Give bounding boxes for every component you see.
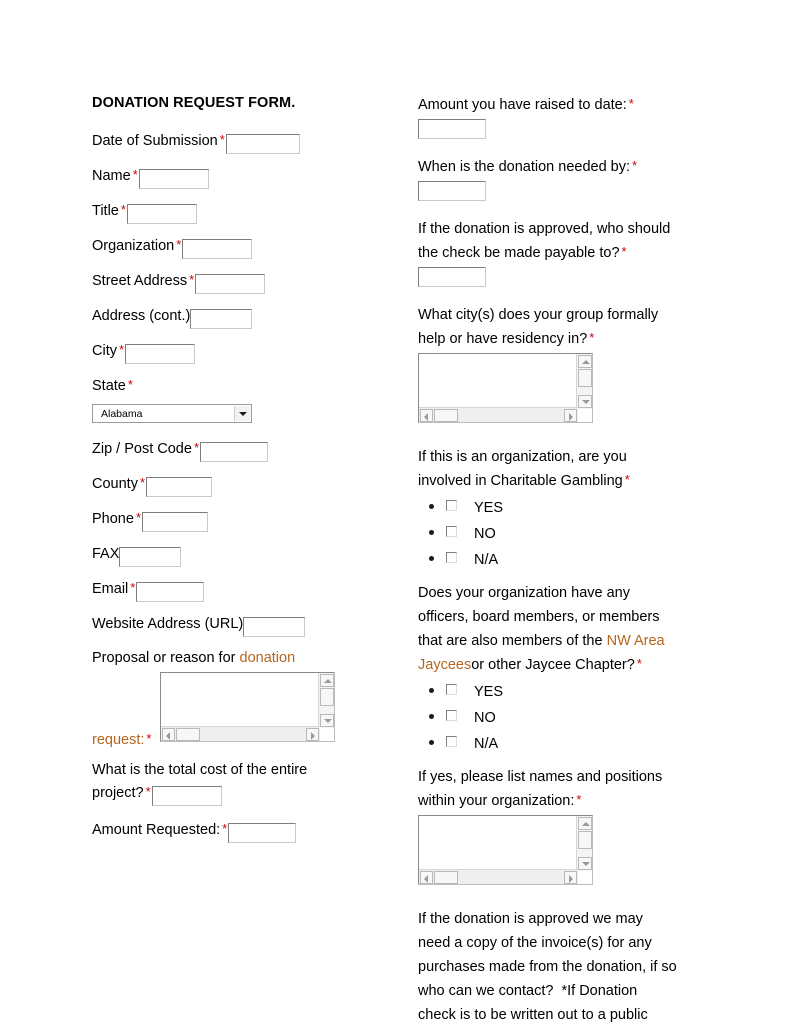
list-item (446, 547, 710, 573)
label-fax: FAX (92, 545, 120, 562)
label-name: Name (92, 168, 131, 185)
vertical-scrollbar[interactable] (576, 816, 592, 871)
label-state: State (92, 378, 126, 395)
jaycee-question-line2: officers, board members, or members (418, 609, 660, 625)
scroll-left-icon[interactable] (420, 871, 433, 884)
bullet-icon (429, 504, 434, 509)
jaycee-question-line1: Does your organization have any (418, 585, 630, 601)
horizontal-scroll-thumb[interactable] (434, 409, 458, 422)
scroll-up-icon[interactable] (320, 674, 334, 687)
scroll-down-icon[interactable] (578, 395, 592, 408)
jaycee-question-line4: Jayceesor other Jaycee Chapter? * (418, 656, 642, 673)
website-url-input[interactable] (243, 617, 305, 637)
list-names-line2: within your organization: * (418, 792, 582, 809)
bullet-icon (429, 688, 434, 693)
needed-by-label: When is the donation needed by: * (418, 158, 638, 175)
label-email: Email (92, 580, 129, 597)
horizontal-scrollbar[interactable] (419, 407, 578, 422)
gambling-option-label: YES (474, 500, 504, 516)
gambling-checkbox-yes[interactable] (446, 500, 457, 511)
list-item (446, 731, 710, 757)
page-title: DONATION REQUEST FORM. (92, 95, 296, 111)
horizontal-scrollbar[interactable] (161, 726, 320, 741)
required-marker: * (118, 342, 125, 358)
street-address-input[interactable] (195, 274, 265, 294)
bullet-icon (429, 714, 434, 719)
date-of-submission-input[interactable] (226, 134, 300, 154)
required-marker: * (132, 167, 138, 183)
jaycee-option-label: N/A (474, 736, 499, 752)
jaycee-checkbox-na[interactable] (446, 736, 457, 747)
organization-input[interactable] (182, 239, 252, 259)
horizontal-scroll-thumb[interactable] (176, 728, 200, 741)
amount-requested-input[interactable] (228, 823, 296, 843)
needed-by-input[interactable] (418, 181, 486, 201)
zip-post-code-input[interactable] (200, 442, 268, 462)
chevron-down-icon (239, 412, 247, 416)
label-county: County (92, 475, 138, 492)
payable-to-input[interactable] (418, 267, 486, 287)
label-website-url: Website Address (URL) (92, 615, 244, 632)
required-marker: * (219, 132, 225, 148)
state-select-button[interactable] (234, 406, 250, 421)
required-marker: * (135, 509, 141, 525)
field-total-cost (92, 784, 382, 806)
required-marker: * (120, 202, 126, 218)
scroll-down-icon[interactable] (320, 714, 334, 727)
list-names-line1: If yes, please list names and positions (418, 769, 663, 785)
gambling-option-label: NO (474, 526, 496, 542)
list-item (446, 679, 710, 705)
field-title (92, 202, 382, 224)
required-marker: * (176, 237, 182, 253)
vertical-scrollbar[interactable] (576, 354, 592, 409)
proposal-textarea-row (92, 672, 382, 750)
scroll-down-icon[interactable] (578, 857, 592, 870)
required-marker: * (576, 792, 582, 807)
vertical-scrollbar[interactable] (318, 673, 334, 728)
total-cost-question-line1: What is the total cost of the entire (92, 761, 308, 778)
list-item (446, 705, 710, 731)
label-title: Title (92, 203, 119, 220)
gambling-checkbox-no[interactable] (446, 526, 457, 537)
proposal-textarea[interactable] (160, 672, 335, 742)
amount-raised-input[interactable] (418, 119, 486, 139)
required-marker: * (146, 730, 152, 746)
gambling-question-line1: If this is an organization, are you (418, 449, 627, 465)
label-phone: Phone (92, 510, 134, 527)
bullet-icon (429, 530, 434, 535)
field-website-url (92, 615, 382, 637)
field-zip-post-code (92, 440, 382, 462)
field-date-of-submission (92, 132, 382, 154)
vertical-scroll-thumb[interactable] (578, 831, 592, 849)
cities-question-line2: help or have residency in? * (418, 330, 595, 347)
scroll-right-icon[interactable] (564, 409, 577, 422)
gambling-option-label: N/A (474, 552, 499, 568)
jaycee-checkbox-yes[interactable] (446, 684, 457, 695)
cities-question-line1: What city(s) does your group formally (418, 307, 659, 323)
required-marker: * (589, 330, 595, 345)
required-marker: * (145, 783, 151, 799)
title-input[interactable] (127, 204, 197, 224)
field-city (92, 342, 382, 364)
invoice-note-line3: purchases made from the donation, if so (418, 959, 677, 975)
required-marker: * (632, 158, 638, 173)
required-marker: * (193, 439, 199, 455)
proposal-question-prefix: Proposal or reason for (92, 649, 240, 666)
state-select-value: Alabama (101, 407, 143, 420)
required-marker: * (636, 656, 642, 671)
required-marker: * (222, 820, 228, 836)
label-address-cont: Address (cont.) (92, 308, 191, 325)
horizontal-scroll-thumb[interactable] (434, 871, 458, 884)
field-address-cont (92, 307, 382, 329)
list-item (446, 495, 710, 521)
vertical-scroll-thumb[interactable] (320, 688, 334, 706)
scroll-left-icon[interactable] (420, 409, 433, 422)
name-input[interactable] (139, 169, 209, 189)
proposal-question-line1 (92, 648, 382, 668)
jaycee-option-label: YES (474, 684, 504, 700)
scroll-up-icon[interactable] (578, 355, 592, 368)
label-organization: Organization (92, 238, 175, 255)
vertical-scroll-thumb[interactable] (578, 369, 592, 387)
field-organization (92, 237, 382, 259)
payable-to-line2: the check be made payable to? * (418, 244, 627, 261)
jaycee-question-line3: that are also members of the NW Area (418, 633, 665, 649)
county-input[interactable] (146, 477, 212, 497)
fax-input[interactable] (119, 547, 181, 567)
label-date-of-submission: Date of Submission (92, 133, 218, 150)
cities-textarea[interactable] (418, 353, 593, 423)
jaycee-option-label: NO (474, 710, 496, 726)
gambling-checkbox-na[interactable] (446, 552, 457, 563)
required-marker: * (628, 96, 634, 111)
invoice-note-line1: If the donation is approved we may (418, 911, 643, 927)
total-cost-input[interactable] (152, 786, 222, 806)
label-street-address: Street Address (92, 273, 188, 290)
payable-to-line1: If the donation is approved, who should (418, 221, 671, 237)
label-amount-requested: Amount Requested: (92, 821, 221, 838)
jaycee-link-part1[interactable]: NW Area (606, 633, 665, 649)
jaycee-link-part2[interactable]: Jaycees (418, 657, 472, 673)
field-phone (92, 510, 382, 532)
left-column (92, 95, 382, 856)
scroll-left-icon[interactable] (162, 728, 175, 741)
field-county (92, 475, 382, 497)
address-cont-input[interactable] (190, 309, 252, 329)
field-name (92, 167, 382, 189)
amount-raised-label: Amount you have raised to date: * (418, 96, 634, 113)
field-email (92, 580, 382, 602)
email-input[interactable] (136, 582, 204, 602)
field-fax (92, 545, 382, 567)
required-marker: * (130, 579, 136, 595)
required-marker: * (139, 474, 146, 490)
gambling-options-list (418, 495, 710, 573)
proposal-trailing-label: request: * (92, 730, 152, 748)
label-zip-post-code: Zip / Post Code (92, 440, 192, 457)
jaycee-checkbox-no[interactable] (446, 710, 457, 721)
invoice-note-line4: who can we contact? *If Donation (418, 983, 638, 999)
scroll-up-icon[interactable] (578, 817, 592, 830)
proposal-question-accent: donation (239, 649, 296, 666)
invoice-note-line5: check is to be written out to a public (418, 1007, 648, 1023)
city-input[interactable] (125, 344, 195, 364)
field-state-label (92, 377, 382, 395)
phone-input[interactable] (142, 512, 208, 532)
required-marker: * (189, 272, 195, 288)
right-column (418, 95, 710, 1029)
list-names-textarea[interactable] (418, 815, 593, 885)
field-amount-requested (92, 821, 382, 843)
bullet-icon (429, 740, 434, 745)
jaycee-options-list (418, 679, 710, 757)
scroll-right-icon[interactable] (306, 728, 319, 741)
invoice-note-line2: need a copy of the invoice(s) for any (418, 935, 652, 951)
label-city: City (92, 343, 117, 360)
state-select[interactable] (92, 404, 252, 423)
total-cost-question-line2: project? (92, 784, 144, 801)
required-marker: * (624, 472, 630, 487)
field-street-address (92, 272, 382, 294)
required-marker: * (621, 244, 627, 259)
bullet-icon (429, 556, 434, 561)
gambling-question-line2: involved in Charitable Gambling * (418, 472, 630, 489)
required-marker: * (127, 377, 133, 393)
horizontal-scrollbar[interactable] (419, 869, 578, 884)
scroll-right-icon[interactable] (564, 871, 577, 884)
list-item (446, 521, 710, 547)
